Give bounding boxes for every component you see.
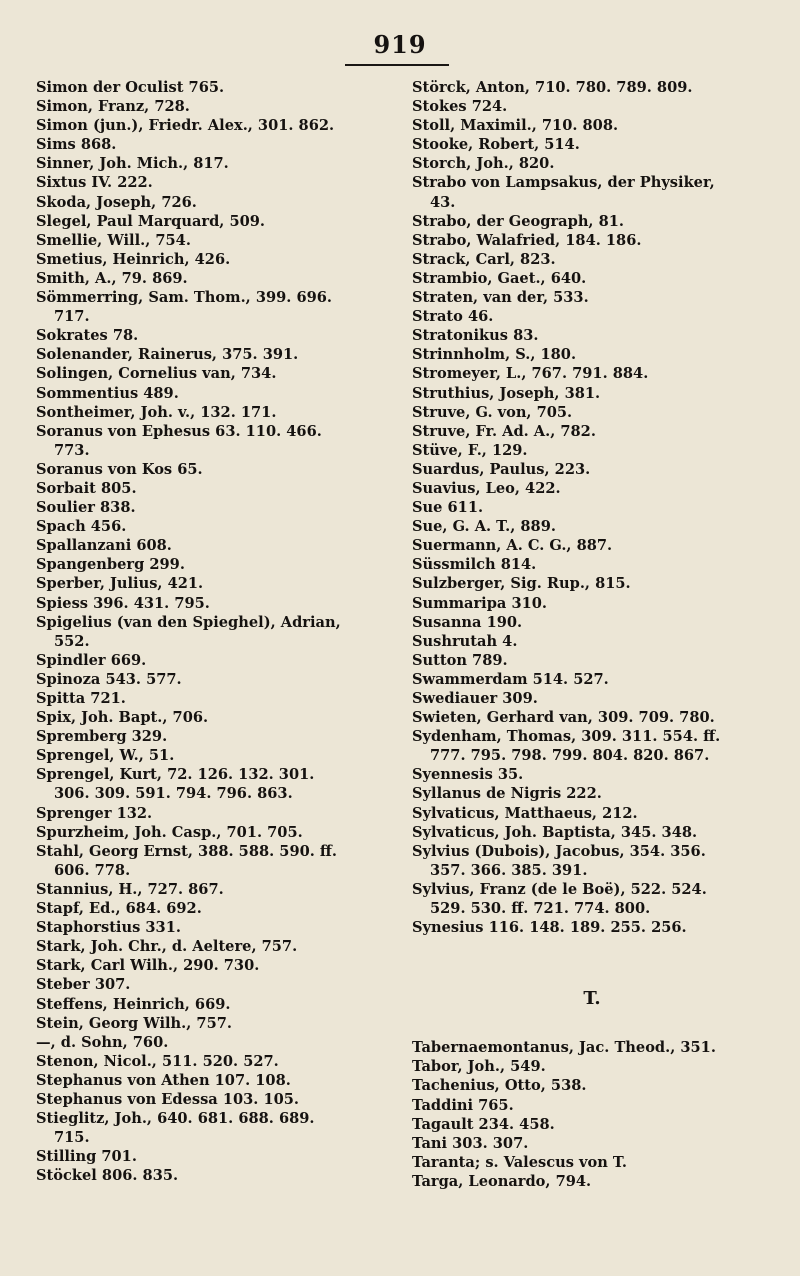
index-entry: Stahl, Georg Ernst, 388. 588. 590. ff. — [36, 842, 337, 860]
index-entry: Smellie, Will., 754. — [36, 231, 191, 249]
index-entry: Strambio, Gaet., 640. — [412, 269, 587, 287]
index-entry: Stratonikus 83. — [412, 327, 539, 345]
index-entry: Stüve, F., 129. — [412, 441, 528, 459]
index-entry: 306. 309. 591. 794. 796. 863. — [54, 785, 293, 803]
index-entry: Stein, Georg Wilh., 757. — [36, 1014, 232, 1032]
index-entry: Steber 307. — [36, 976, 131, 994]
index-entry: Struthius, Joseph, 381. — [412, 384, 601, 402]
index-entry: Targa, Leonardo, 794. — [412, 1172, 592, 1190]
index-entry: Soulier 838. — [36, 499, 136, 517]
index-entry: Sömmerring, Sam. Thom., 399. 696. — [36, 289, 332, 307]
index-entry: Sommentius 489. — [36, 384, 179, 402]
index-entry: Sprenger 132. — [36, 804, 153, 822]
index-entry: Suavius, Leo, 422. — [412, 479, 561, 497]
index-entry: Skoda, Joseph, 726. — [36, 193, 197, 211]
index-entry: Stilling 701. — [36, 1148, 137, 1166]
index-entry: Sylvaticus, Matthaeus, 212. — [412, 804, 638, 822]
index-entry: Strabo von Lampsakus, der Physiker, — [412, 174, 715, 192]
index-entry: 357. 366. 385. 391. — [430, 861, 588, 879]
index-entry: Stark, Carl Wilh., 290. 730. — [36, 957, 260, 975]
index-entry: Solingen, Cornelius van, 734. — [36, 365, 277, 383]
index-entry: Tabernaemontanus, Jac. Theod., 351. — [412, 1039, 716, 1057]
index-entry: Stöckel 806. 835. — [36, 1167, 179, 1185]
index-entry: 777. 795. 798. 799. 804. 820. 867. — [430, 747, 710, 765]
index-entry: 529. 530. ff. 721. 774. 800. — [430, 900, 651, 918]
index-entry: Sontheimer, Joh. v., 132. 171. — [36, 403, 277, 421]
index-entry: Staphorstius 331. — [36, 919, 181, 937]
index-entry: Störck, Anton, 710. 780. 789. 809. — [412, 79, 693, 96]
index-entry: Suardus, Paulus, 223. — [412, 460, 591, 478]
index-entry: Stephanus von Edessa 103. 105. — [36, 1090, 300, 1108]
index-entry: Spurzheim, Joh. Casp., 701. 705. — [36, 823, 303, 841]
index-entry: Steffens, Heinrich, 669. — [36, 995, 231, 1013]
index-entry: Spallanzani 608. — [36, 537, 172, 555]
page-number: 919 — [373, 30, 427, 59]
index-entry: Suermann, A. C. G., 887. — [412, 537, 613, 555]
index-entry: Synesius 116. 148. 189. 255. 256. — [412, 919, 687, 937]
index-entry: Sulzberger, Sig. Rup., 815. — [412, 575, 631, 593]
index-entry: Swieten, Gerhard van, 309. 709. 780. — [412, 709, 715, 727]
index-entry: Sushrutah 4. — [412, 632, 518, 650]
index-entry: Spremberg 329. — [36, 728, 168, 746]
s-entries — [412, 78, 772, 937]
index-entry: Summaripa 310. — [412, 594, 548, 612]
index-entry: Simon (jun.), Friedr. Alex., 301. 862. — [36, 117, 335, 135]
index-entry: Spiess 396. 431. 795. — [36, 594, 210, 612]
index-entry: Stark, Joh. Chr., d. Aeltere, 757. — [36, 938, 298, 956]
index-entry: Stenon, Nicol., 511. 520. 527. — [36, 1052, 279, 1070]
index-entry: Simon der Oculist 765. — [36, 79, 225, 96]
index-entry: Soranus von Kos 65. — [36, 460, 203, 478]
index-entry: Smetius, Heinrich, 426. — [36, 250, 231, 268]
index-entry: Tagault 234. 458. — [412, 1115, 555, 1133]
index-entry: 552. — [54, 632, 90, 650]
index-entry: Stapf, Ed., 684. 692. — [36, 900, 202, 918]
index-entry: Strinnholm, S., 180. — [412, 346, 577, 364]
index-entry: Soranus von Ephesus 63. 110. 466. — [36, 422, 322, 440]
index-entry: Strato 46. — [412, 308, 494, 326]
index-entry: Spitta 721. — [36, 690, 126, 707]
index-entry: Sperber, Julius, 421. — [36, 575, 204, 593]
index-entry: Spindler 669. — [36, 651, 147, 669]
index-entry: Tabor, Joh., 549. — [412, 1058, 546, 1076]
section-heading: T. — [583, 988, 601, 1010]
index-entry: Straten, van der, 533. — [412, 289, 589, 307]
index-entry: Stephanus von Athen 107. 108. — [36, 1071, 291, 1089]
index-entry: Tani 303. 307. — [412, 1134, 529, 1152]
index-entry: Sylvius, Franz (de le Boë), 522. 524. — [412, 880, 707, 898]
index-entry: Strabo, Walafried, 184. 186. — [412, 231, 642, 249]
left-column — [36, 78, 396, 1185]
index-entry: Stooke, Robert, 514. — [412, 136, 580, 154]
index-entry: Slegel, Paul Marquard, 509. — [36, 212, 266, 230]
header-rule — [345, 64, 449, 66]
index-entry: Sixtus IV. 222. — [36, 174, 153, 192]
index-entry: Sydenham, Thomas, 309. 311. 554. ff. — [412, 728, 721, 746]
index-entry: Syllanus de Nigris 222. — [412, 785, 602, 803]
index-entry: Spix, Joh. Bapt., 706. — [36, 709, 209, 727]
index-entry: Sutton 789. — [412, 651, 508, 669]
index-entry: Stromeyer, L., 767. 791. 884. — [412, 365, 649, 383]
index-entry: 717. — [54, 308, 90, 326]
index-entry: Struve, Fr. Ad. A., 782. — [412, 422, 596, 440]
index-entry: Simon, Franz, 728. — [36, 98, 190, 116]
right-column — [412, 78, 772, 1191]
index-entry: 773. — [54, 441, 90, 459]
index-entry: Storch, Joh., 820. — [412, 155, 555, 173]
index-entry: Sims 868. — [36, 136, 117, 154]
index-entry: Sorbait 805. — [36, 479, 137, 497]
index-entry: Tachenius, Otto, 538. — [412, 1077, 587, 1095]
index-entry: Susanna 190. — [412, 613, 523, 631]
index-entry: Sinner, Joh. Mich., 817. — [36, 155, 229, 173]
index-entry: 43. — [430, 193, 456, 211]
index-entry: Taranta; s. Valescus von T. — [412, 1153, 627, 1171]
index-entry: Solenander, Rainerus, 375. 391. — [36, 346, 299, 364]
index-entry: 606. 778. — [54, 861, 131, 879]
index-entry: Sue 611. — [412, 499, 484, 517]
index-entry: Syennesis 35. — [412, 766, 524, 784]
index-entry: Stannius, H., 727. 867. — [36, 880, 224, 898]
index-entry: Süssmilch 814. — [412, 556, 537, 574]
index-entry: Taddini 765. — [412, 1096, 514, 1114]
index-entry: Sprengel, Kurt, 72. 126. 132. 301. — [36, 766, 315, 784]
index-entry: Spinoza 543. 577. — [36, 670, 182, 688]
index-entry: Strack, Carl, 823. — [412, 250, 556, 268]
index-entry: Strabo, der Geograph, 81. — [412, 212, 624, 230]
index-entry: Stieglitz, Joh., 640. 681. 688. 689. — [36, 1110, 315, 1128]
index-entry: Sue, G. A. T., 889. — [412, 518, 556, 536]
index-entry: Spigelius (van den Spieghel), Adrian, — [36, 613, 341, 631]
index-entry: Sprengel, W., 51. — [36, 747, 175, 765]
index-entry: Stoll, Maximil., 710. 808. — [412, 117, 619, 135]
index-entry: Sokrates 78. — [36, 327, 139, 345]
index-entry: Spach 456. — [36, 518, 127, 536]
index-entry: Spangenberg 299. — [36, 556, 185, 574]
index-entry: Sylvaticus, Joh. Baptista, 345. 348. — [412, 823, 698, 841]
index-entry: Sylvius (Dubois), Jacobus, 354. 356. — [412, 842, 706, 860]
index-entry: 715. — [54, 1129, 90, 1147]
t-entries — [412, 1038, 772, 1191]
index-entry: Swammerdam 514. 527. — [412, 670, 609, 688]
index-entry: Struve, G. von, 705. — [412, 403, 573, 421]
index-entry: —, d. Sohn, 760. — [36, 1033, 169, 1051]
index-entry: Smith, A., 79. 869. — [36, 269, 188, 287]
index-entry: Stokes 724. — [412, 98, 508, 116]
index-entry: Swediauer 309. — [412, 690, 538, 707]
